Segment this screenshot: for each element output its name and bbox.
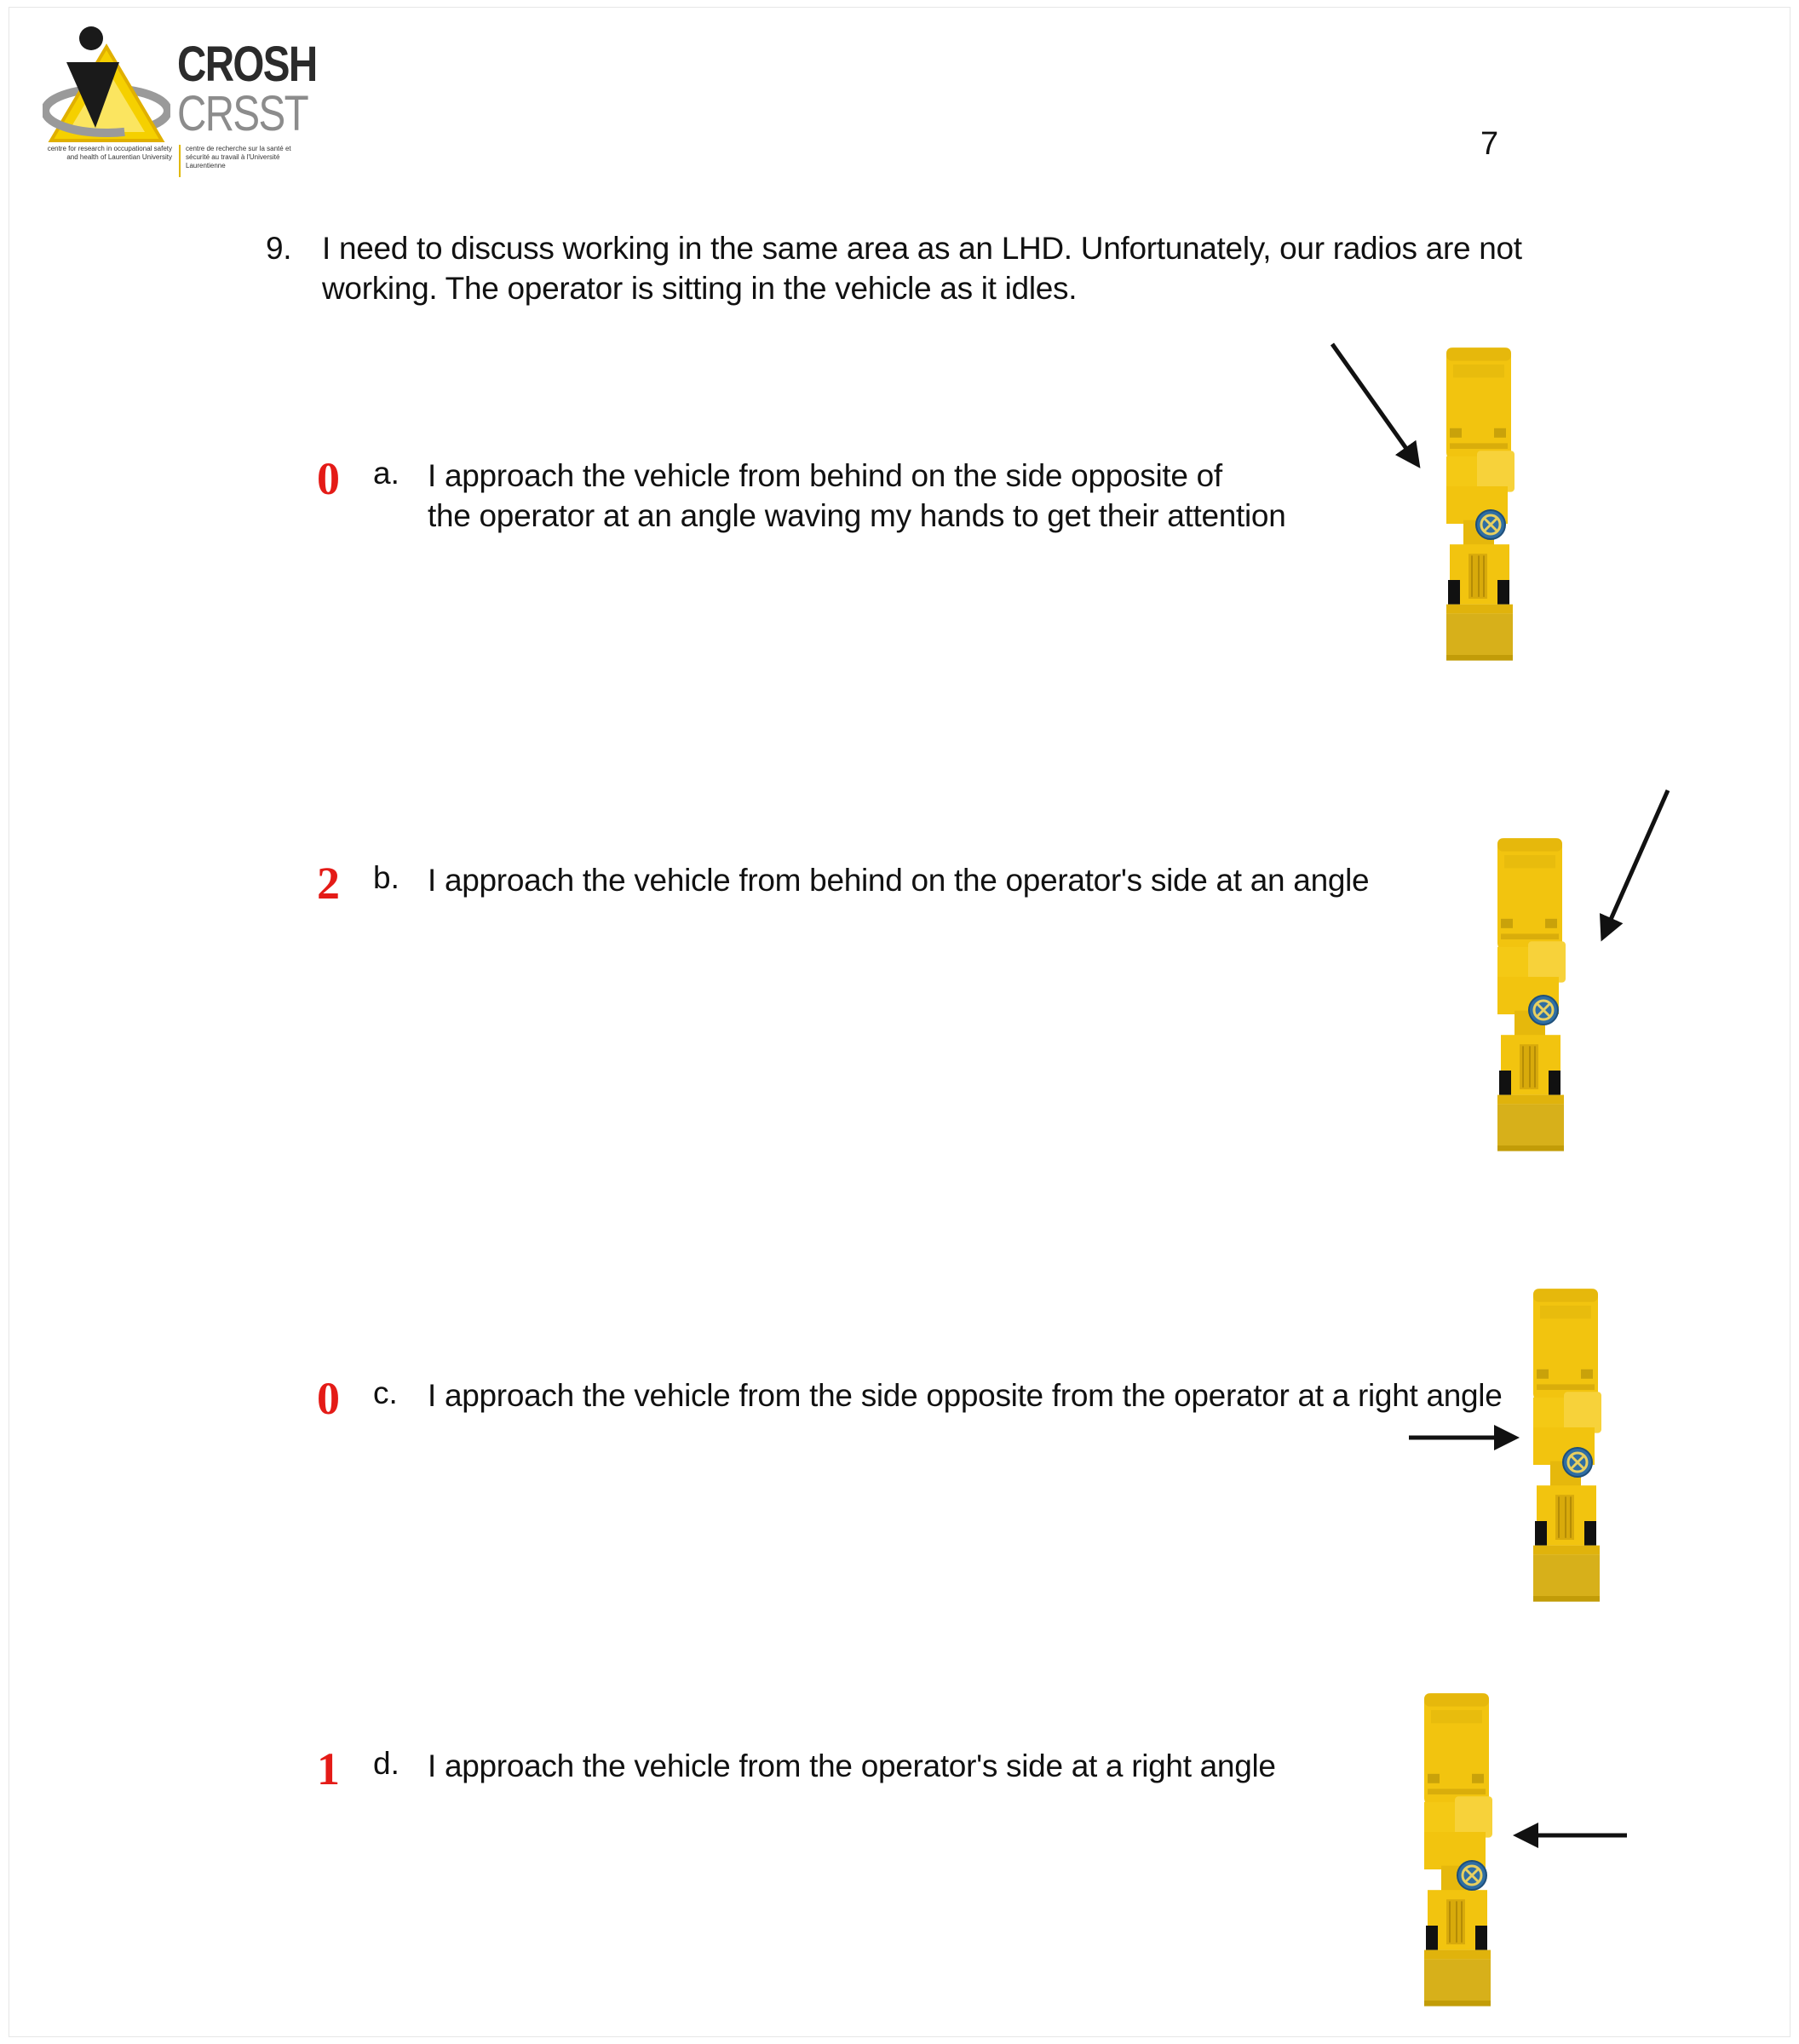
- option-text: I approach the vehicle from behind on the operator's side at an angle: [428, 863, 1370, 898]
- crosh-logo-icon: [43, 21, 170, 149]
- figure-a: [1320, 341, 1525, 686]
- option-text-line1: I approach the vehicle from behind on the side opposite of: [428, 458, 1222, 493]
- operator-marker-icon: [1476, 510, 1505, 539]
- lhd-vehicle-icon: [1424, 1693, 1492, 2006]
- operator-marker-icon: [1529, 996, 1558, 1025]
- approach-arrow-icon: [1603, 790, 1668, 937]
- option-letter: b.: [373, 860, 399, 895]
- logo-secondary-text: CRSST: [177, 86, 307, 141]
- option-text-line2: the operator at an angle waving my hands to get their attention: [428, 498, 1286, 533]
- figure-d: [1423, 1686, 1644, 2031]
- lhd-vehicle-icon: [1497, 838, 1566, 1151]
- figure-b-drawing: [1499, 784, 1687, 1158]
- figure-b: [1499, 784, 1687, 1163]
- operator-marker-icon: [1457, 1861, 1486, 1890]
- option-letter: d.: [373, 1746, 399, 1781]
- figure-c: [1405, 1282, 1627, 1627]
- logo-tagline-fr: centre de recherche sur la santé et sécurité au travail à l'Université Laurentienne: [186, 145, 291, 169]
- figure-d-drawing: [1423, 1686, 1644, 2027]
- question-number: 9.: [266, 231, 292, 266]
- option-text: I approach the vehicle from the operator's side at a right angle: [428, 1748, 1276, 1783]
- logo-tagline-en: centre for research in occupational safety and health of Laurentian University: [47, 145, 172, 161]
- lhd-vehicle-icon: [1533, 1289, 1601, 1601]
- option-score: 0: [317, 453, 340, 504]
- question-text: I need to discuss working in the same area as an LHD. Unfortunately, our radios are not working. The operator is sitting in the vehicle as it idles.: [322, 231, 1522, 306]
- approach-arrow-icon: [1332, 344, 1417, 464]
- option-score: 2: [317, 858, 340, 909]
- option-text: [428, 456, 1286, 536]
- option-score: 0: [317, 1373, 340, 1424]
- option-score: 1: [317, 1743, 340, 1794]
- option-letter: a.: [373, 456, 399, 491]
- logo-primary-text: CROSH: [177, 37, 317, 92]
- crosh-logo: [43, 21, 315, 183]
- option-text: I approach the vehicle from the side opposite from the operator at a right angle: [428, 1378, 1503, 1413]
- page-number: 7: [1480, 126, 1499, 162]
- logo-separator: [179, 145, 181, 177]
- operator-marker-icon: [1563, 1448, 1592, 1477]
- lhd-vehicle-icon: [1446, 347, 1514, 660]
- figure-c-drawing: [1405, 1282, 1627, 1622]
- figure-a-drawing: [1320, 341, 1525, 681]
- option-letter: c.: [373, 1375, 398, 1410]
